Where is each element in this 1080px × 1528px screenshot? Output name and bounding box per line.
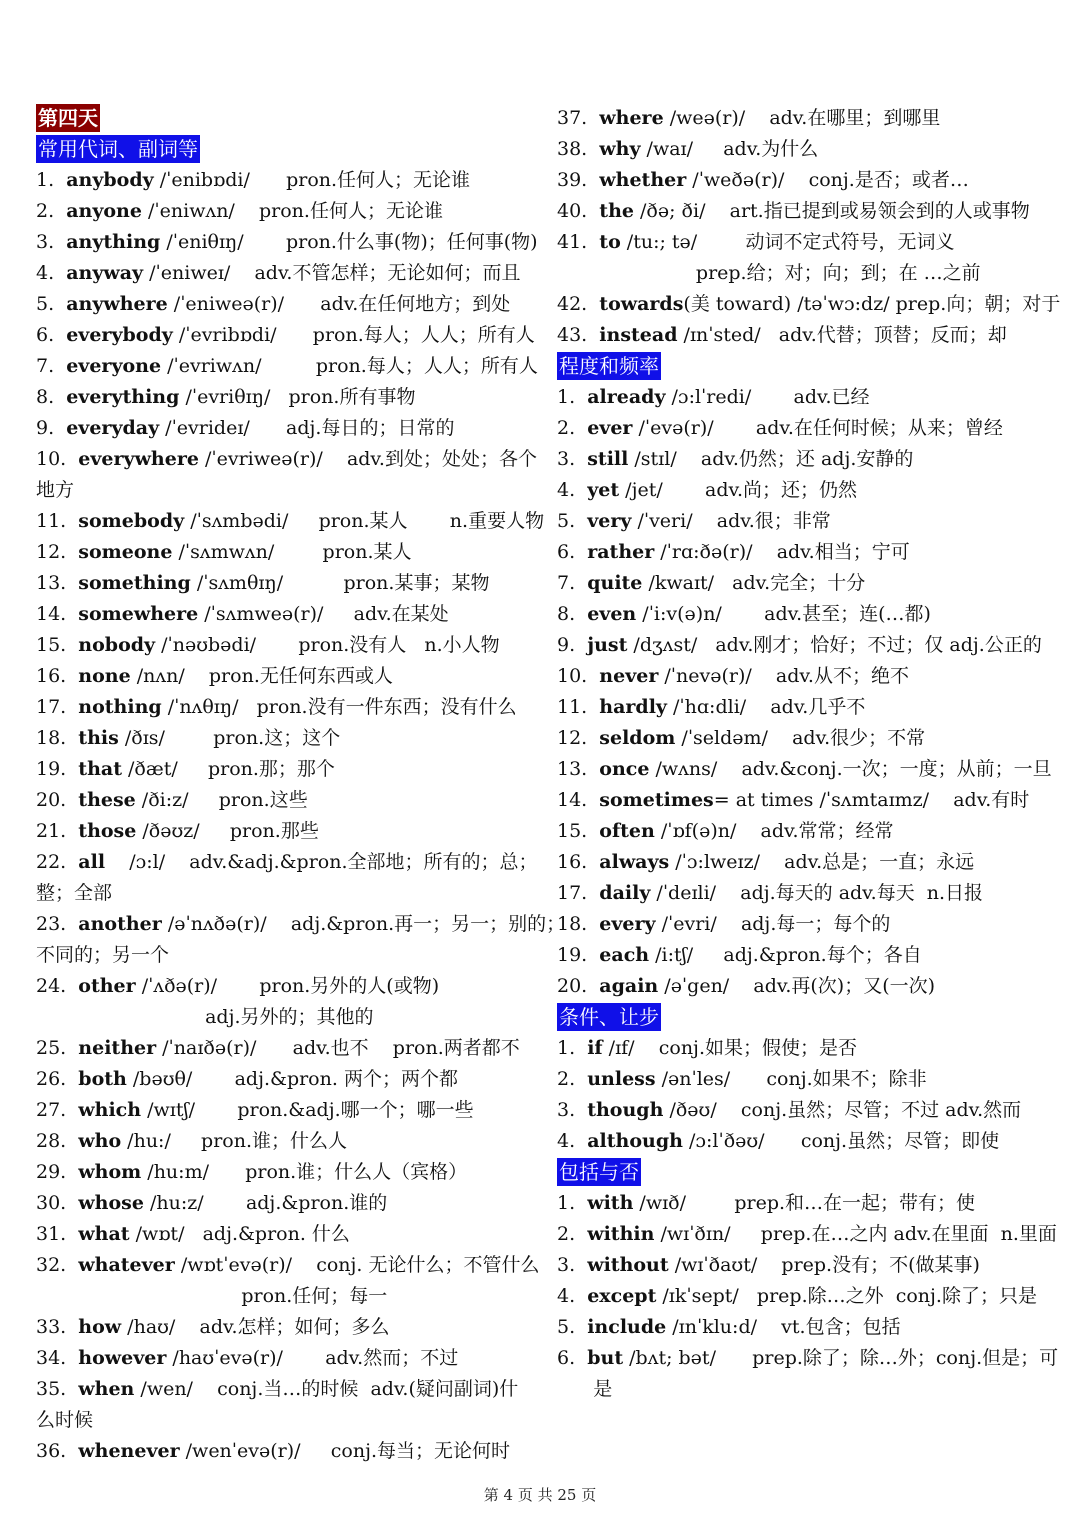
vocab-entry: 15. often /ˈɒf(ə)n/ adv.常常；经常 (557, 820, 894, 842)
vocab-word: every (599, 913, 656, 935)
vocab-word: if (587, 1037, 603, 1059)
vocab-word: yet (587, 479, 620, 501)
vocab-word: however (78, 1347, 167, 1369)
vocab-word: whenever (78, 1440, 180, 1462)
vocab-entry: 4. except /ɪkˈsept/ prep.除…之外 conj.除了；只是 (557, 1285, 1037, 1307)
category-heading: 条件、让步 (559, 1005, 659, 1029)
vocab-entry: pron.任何；每一 (36, 1285, 388, 1307)
category-heading: 包括与否 (559, 1160, 639, 1184)
vocab-entry: 37. where /weə(r)/ adv.在哪里；到哪里 (557, 107, 941, 129)
vocab-entry: 25. neither /ˈnaɪðə(r)/ adv.也不 pron.两者都不 (36, 1037, 520, 1059)
vocab-word: each (599, 944, 650, 966)
vocab-word: everyday (66, 417, 160, 439)
vocab-word: towards (599, 293, 684, 315)
vocab-word: anyway (66, 262, 144, 284)
vocab-entry: 40. the /ðə; ði/ art.指已提到或易领会到的人或事物 (557, 200, 1030, 222)
vocab-entry: 13. once /wʌns/ adv.&conj.一次；一度；从前；一旦 (557, 758, 1052, 780)
vocab-entry: 33. how /haʊ/ adv.怎样；如何；多么 (36, 1316, 390, 1338)
vocab-word: where (599, 107, 664, 129)
vocab-word: all (78, 851, 106, 873)
vocab-word: seldom (599, 727, 676, 749)
category-heading: 常用代词、副词等 (38, 137, 198, 161)
vocab-entry: 29. whom /hu:m/ pron.谁；什么人（宾格） (36, 1161, 468, 1183)
vocab-word: daily (599, 882, 651, 904)
vocab-entry: 5. include /ɪnˈklu:d/ vt.包含；包括 (557, 1316, 901, 1338)
section-header-row (557, 1157, 1062, 1188)
vocab-word: very (587, 510, 632, 532)
vocab-word: somebody (78, 510, 185, 532)
vocab-entry: 12. someone /ˈsʌmwʌn/ pron.某人 (36, 541, 412, 563)
vocab-entry: 9. everyday /ˈevrideɪ/ adj.每日的；日常的 (36, 417, 455, 439)
vocab-word: never (599, 665, 659, 687)
vocab-entry: 36. whenever /wenˈevə(r)/ conj.每当；无论何时 (36, 1440, 510, 1462)
vocab-entry: 41. to /tu:; tə/ 动词不定式符号，无词义 (557, 231, 955, 253)
vocab-word: these (78, 789, 136, 811)
vocab-word: without (587, 1254, 669, 1276)
vocab-entry: 2. unless /ənˈles/ conj.如果不；除非 (557, 1068, 927, 1090)
vocab-entry: 30. whose /hu:z/ adj.&pron.谁的 (36, 1192, 388, 1214)
vocab-word: just (587, 634, 628, 656)
vocab-word: again (599, 975, 659, 997)
vocab-word: the (599, 200, 634, 222)
vocab-word: everybody (66, 324, 173, 346)
vocab-word: although (587, 1130, 683, 1152)
vocab-word: everything (66, 386, 180, 408)
vocab-entry: 5. anywhere /ˈeniweə(r)/ adv.在任何地方；到处 (36, 293, 511, 315)
vocab-entry: 42. towards(美 toward) /təˈwɔ:dz/ prep.向；朝；对于 (557, 293, 1061, 315)
vocab-entry: 11. somebody /ˈsʌmbədi/ pron.某人 n.重要人物 (36, 510, 545, 532)
vocab-entry: 18. this /ðɪs/ pron.这；这个 (36, 727, 341, 749)
vocab-word: everyone (66, 355, 162, 377)
vocab-word: other (78, 975, 136, 997)
vocab-entry: 21. those /ðəʊz/ pron.那些 (36, 820, 319, 842)
vocab-entry: prep.给；对；向；到；在 …之前 (557, 262, 981, 284)
vocab-entry: 么时候 (36, 1409, 94, 1431)
vocab-word: quite (587, 572, 643, 594)
category-heading: 程度和频率 (559, 354, 659, 378)
vocab-entry: 1. if /ɪf/ conj.如果；假使；是否 (557, 1037, 857, 1059)
vocab-word: instead (599, 324, 678, 346)
vocab-entry: 32. whatever /wɒtˈevə(r)/ conj. 无论什么；不管什么 (36, 1254, 540, 1276)
vocab-entry: 3. still /stɪl/ adv.仍然；还 adj.安静的 (557, 448, 914, 470)
vocab-word: anybody (66, 169, 154, 191)
vocab-entry: 14. somewhere /ˈsʌmweə(r)/ adv.在某处 (36, 603, 449, 625)
vocab-entry: 8. even /ˈi:v(ə)n/ adv.甚至；连(…都) (557, 603, 931, 625)
section-header-row (36, 134, 536, 165)
vocab-word: another (78, 913, 162, 935)
vocab-word: include (587, 1316, 667, 1338)
vocab-entry: 38. why /waɪ/ adv.为什么 (557, 138, 819, 160)
vocab-entry: 7. quite /kwaɪt/ adv.完全；十分 (557, 572, 866, 594)
vocab-entry: 1. with /wɪð/ prep.和…在一起；带有；使 (557, 1192, 976, 1214)
vocab-word: sometimes (599, 789, 714, 811)
vocab-entry: 22. all /ɔ:l/ adv.&adj.&pron.全部地；所有的；总； (36, 851, 538, 873)
vocab-entry: 地方 (36, 479, 75, 501)
vocab-entry: 3. anything /ˈeniθɪŋ/ pron.什么事(物)；任何事(物) (36, 231, 538, 253)
vocab-word: someone (78, 541, 173, 563)
vocab-word: always (599, 851, 670, 873)
section-header-row (557, 1002, 1062, 1033)
vocab-word: anything (66, 231, 161, 253)
vocab-entry: 2. ever /ˈevə(r)/ adv.在任何时候；从来；曾经 (557, 417, 1003, 439)
vocab-entry: 1. already /ɔ:lˈredi/ adv.已经 (557, 386, 870, 408)
right-column (557, 103, 1062, 1405)
vocab-entry: 24. other /ˈʌðə(r)/ pron.另外的人(或物) (36, 975, 440, 997)
vocab-word: except (587, 1285, 657, 1307)
vocab-entry: 35. when /wen/ conj.当…的时候 adv.(疑问副词)什 (36, 1378, 519, 1400)
vocab-entry: 5. very /ˈveri/ adv.很；非常 (557, 510, 831, 532)
vocab-entry: 6. rather /ˈrɑ:ðə(r)/ adv.相当；宁可 (557, 541, 910, 563)
vocab-word: with (587, 1192, 634, 1214)
vocab-entry: 14. sometimes= at times /ˈsʌmtaɪmz/ adv.有时 (557, 789, 1030, 811)
vocab-word: everywhere (78, 448, 199, 470)
vocab-entry: 27. which /wɪtʃ/ pron.&adj.哪一个；哪一些 (36, 1099, 474, 1121)
vocab-entry: 12. seldom /ˈseldəm/ adv.很少；不常 (557, 727, 926, 749)
vocab-entry: 39. whether /ˈweðə(r)/ conj.是否；或者… (557, 169, 969, 191)
vocab-word: why (599, 138, 641, 160)
vocab-entry: 不同的；另一个 (36, 944, 170, 966)
vocab-word: somewhere (78, 603, 199, 625)
vocab-word: who (78, 1130, 122, 1152)
vocab-entry: 3. though /ðəʊ/ conj.虽然；尽管；不过 adv.然而 (557, 1099, 1022, 1121)
section-header-row (557, 351, 1062, 382)
vocab-entry: 4. although /ɔ:lˈðəʊ/ conj.虽然；尽管；即使 (557, 1130, 1000, 1152)
vocab-entry: 7. everyone /ˈevriwʌn/ pron.每人；人人；所有人 (36, 355, 538, 377)
vocab-entry: 6. everybody /ˈevribɒdi/ pron.每人；人人；所有人 (36, 324, 535, 346)
vocab-entry: 11. hardly /ˈhɑ:dli/ adv.几乎不 (557, 696, 866, 718)
page-footer: 第 4 页 共 25 页 (483, 1486, 597, 1504)
vocab-word: to (599, 231, 621, 253)
vocab-word: neither (78, 1037, 157, 1059)
vocab-word: none (78, 665, 131, 687)
vocab-word: nothing (78, 696, 162, 718)
vocab-word: ever (587, 417, 633, 439)
vocab-word: anyone (66, 200, 142, 222)
vocab-entry: 15. nobody /ˈnəʊbədi/ pron.没有人 n.小人物 (36, 634, 500, 656)
vocab-word: but (587, 1347, 624, 1369)
vocab-entry: 19. that /ðæt/ pron.那；那个 (36, 758, 335, 780)
vocab-word: whose (78, 1192, 144, 1214)
vocab-word: whom (78, 1161, 142, 1183)
vocab-entry: 19. each /i:tʃ/ adj.&pron.每个；各自 (557, 944, 922, 966)
vocab-word: though (587, 1099, 664, 1121)
vocab-entry: 9. just /dʒʌst/ adv.刚才；恰好；不过；仅 adj.公正的 (557, 634, 1042, 656)
vocab-word: often (599, 820, 655, 842)
vocab-entry: 28. who /hu:/ pron.谁；什么人 (36, 1130, 348, 1152)
vocab-word: how (78, 1316, 122, 1338)
vocab-entry: 10. everywhere /ˈevriweə(r)/ adv.到处；处处；各个 (36, 448, 537, 470)
vocab-word: once (599, 758, 650, 780)
vocab-entry: 17. daily /ˈdeɪli/ adj.每天的 adv.每天 n.日报 (557, 882, 984, 904)
vocab-word: hardly (599, 696, 667, 718)
vocab-entry: 13. something /ˈsʌmθɪŋ/ pron.某事；某物 (36, 572, 490, 594)
vocab-entry: 8. everything /ˈevriθɪŋ/ pron.所有事物 (36, 386, 416, 408)
vocab-word: which (78, 1099, 142, 1121)
vocab-entry: adj.另外的；其他的 (36, 1006, 374, 1028)
vocab-entry: 2. anyone /ˈeniwʌn/ pron.任何人；无论谁 (36, 200, 443, 222)
vocab-entry: 26. both /bəʊθ/ adj.&pron. 两个；两个都 (36, 1068, 458, 1090)
vocab-entry: 23. another /əˈnʌðə(r)/ adj.&pron.再一；另一；别的； (36, 913, 566, 935)
vocab-word: anywhere (66, 293, 168, 315)
vocab-entry: 6. but /bʌt; bət/ prep.除了；除…外；conj.但是；可 (557, 1347, 1059, 1369)
vocab-entry: 是 (557, 1378, 613, 1400)
vocab-entry: 17. nothing /ˈnʌθɪŋ/ pron.没有一件东西；没有什么 (36, 696, 517, 718)
vocab-entry: 34. however /haʊˈevə(r)/ adv.然而；不过 (36, 1347, 459, 1369)
vocab-word: those (78, 820, 137, 842)
vocab-entry: 2. within /wɪˈðɪn/ prep.在…之内 adv.在里面 n.里面 (557, 1223, 1057, 1245)
vocab-entry: 43. instead /ɪnˈsted/ adv.代替；顶替；反而；却 (557, 324, 1007, 346)
left-column (36, 103, 566, 1467)
vocab-word: within (587, 1223, 655, 1245)
vocab-entry: 4. anyway /ˈeniweɪ/ adv.不管怎样；无论如何；而且 (36, 262, 521, 284)
vocab-entry: 18. every /ˈevri/ adj.每一；每个的 (557, 913, 891, 935)
vocab-entry: 整；全部 (36, 882, 113, 904)
vocab-word: already (587, 386, 666, 408)
vocab-word: whether (599, 169, 687, 191)
vocab-entry: 20. these /ði:z/ pron.这些 (36, 789, 308, 811)
vocab-entry: 31. what /wɒt/ adj.&pron. 什么 (36, 1223, 350, 1245)
day-title: 第四天 (38, 106, 98, 130)
vocab-word: something (78, 572, 191, 594)
vocab-word: nobody (78, 634, 156, 656)
vocab-entry: 4. yet /jet/ adv.尚；还；仍然 (557, 479, 858, 501)
vocab-word: what (78, 1223, 130, 1245)
vocab-word: this (78, 727, 119, 749)
vocab-word: both (78, 1068, 127, 1090)
vocab-word: whatever (78, 1254, 175, 1276)
vocab-word: even (587, 603, 637, 625)
vocab-word: unless (587, 1068, 656, 1090)
vocab-entry: 16. none /nʌn/ pron.无任何东西或人 (36, 665, 393, 687)
vocab-entry: 20. again /əˈgen/ adv.再(次)；又(一次) (557, 975, 936, 997)
vocab-word: when (78, 1378, 135, 1400)
vocab-entry: 1. anybody /ˈenibɒdi/ pron.任何人；无论谁 (36, 169, 471, 191)
vocab-word: rather (587, 541, 655, 563)
section-header-row (36, 103, 536, 134)
vocab-word: still (587, 448, 629, 470)
vocab-entry: 3. without /wɪˈðaʊt/ prep.没有；不(做某事) (557, 1254, 980, 1276)
vocab-entry: 16. always /ˈɔ:lweɪz/ adv.总是；一直；永远 (557, 851, 975, 873)
vocab-word: that (78, 758, 122, 780)
vocab-entry: 10. never /ˈnevə(r)/ adv.从不；绝不 (557, 665, 909, 687)
